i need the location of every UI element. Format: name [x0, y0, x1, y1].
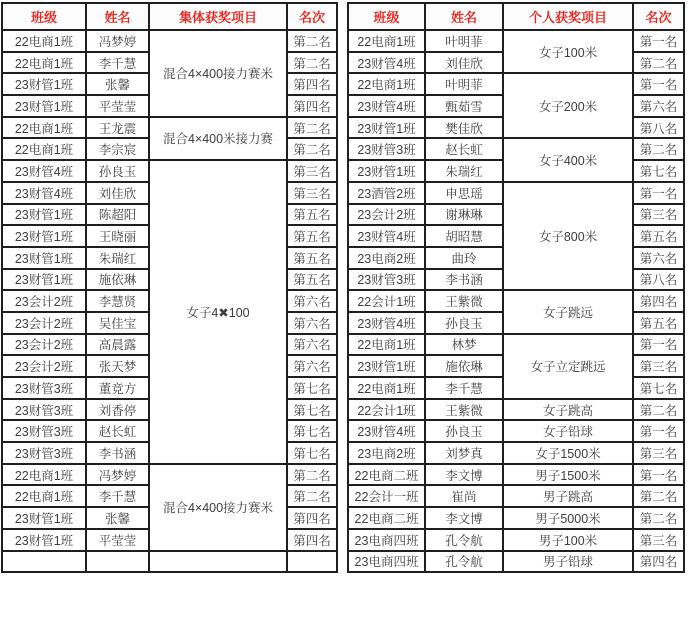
project-header: 个人获奖项目 [503, 3, 633, 30]
rank-cell: 第五名 [287, 204, 337, 226]
rank-cell: 第三名 [287, 182, 337, 204]
project-cell: 男子跳高 [503, 485, 633, 507]
rank-cell: 第二名 [633, 138, 684, 160]
rank-cell: 第七名 [633, 377, 684, 399]
class-header: 班级 [2, 3, 86, 30]
project-cell: 女子400米 [503, 138, 633, 181]
class-cell: 23电商2班 [348, 247, 425, 269]
name-cell: 叶明菲 [425, 73, 503, 95]
rank-cell: 第三名 [287, 160, 337, 182]
class-cell [2, 551, 86, 573]
table-row [348, 73, 684, 95]
project-cell: 男子5000米 [503, 507, 633, 529]
rank-cell [287, 551, 337, 573]
name-cell: 胡昭慧 [425, 225, 503, 247]
project-cell: 混合4×400接力赛米 [149, 464, 287, 551]
class-cell: 22会计一班 [348, 485, 425, 507]
rank-cell: 第二名 [633, 485, 684, 507]
name-cell: 刘梦真 [425, 442, 503, 464]
name-cell: 李千慧 [86, 52, 149, 74]
project-cell: 女子跳远 [503, 290, 633, 333]
rank-cell: 第四名 [287, 507, 337, 529]
class-cell: 22电商二班 [348, 507, 425, 529]
table-row [2, 160, 337, 182]
name-cell: 平莹莹 [86, 95, 149, 117]
class-cell: 23电商四班 [348, 529, 425, 551]
name-cell: 李慧贤 [86, 290, 149, 312]
rank-cell: 第六名 [287, 355, 337, 377]
rank-cell: 第四名 [633, 551, 684, 573]
name-cell: 孙良玉 [425, 312, 503, 334]
class-cell: 23财管4班 [348, 225, 425, 247]
individual-awards-table [347, 2, 685, 573]
collective-awards-table [1, 2, 338, 573]
table-row [348, 138, 684, 160]
name-cell: 朱瑞红 [425, 160, 503, 182]
class-cell: 23财管1班 [2, 269, 86, 291]
class-cell: 23电商2班 [348, 442, 425, 464]
name-cell: 谢琳琳 [425, 204, 503, 226]
name-cell: 李千慧 [86, 485, 149, 507]
rank-cell: 第三名 [633, 204, 684, 226]
rank-cell: 第六名 [287, 312, 337, 334]
project-cell: 女子铅球 [503, 420, 633, 442]
name-cell: 李文博 [425, 464, 503, 486]
rank-cell: 第一名 [633, 334, 684, 356]
name-cell: 施依琳 [425, 355, 503, 377]
class-cell: 23财管1班 [2, 247, 86, 269]
table-row [348, 442, 684, 464]
name-cell: 李书涵 [425, 269, 503, 291]
class-cell: 23财管4班 [2, 182, 86, 204]
table-row [348, 464, 684, 486]
name-cell: 王龙震 [86, 117, 149, 139]
rank-cell: 第二名 [287, 485, 337, 507]
name-cell: 高晨露 [86, 334, 149, 356]
class-cell: 23财管4班 [348, 420, 425, 442]
class-cell: 22电商1班 [348, 73, 425, 95]
name-cell: 刘佳欣 [425, 52, 503, 74]
project-cell: 女子1500米 [503, 442, 633, 464]
class-cell: 22电商1班 [2, 30, 86, 52]
rank-cell: 第四名 [633, 290, 684, 312]
name-cell: 张馨 [86, 73, 149, 95]
project-cell: 混合4×400米接力赛 [149, 117, 287, 160]
rank-cell: 第二名 [287, 464, 337, 486]
name-cell: 朱瑞红 [86, 247, 149, 269]
rank-header: 名次 [287, 3, 337, 30]
name-cell: 孔令航 [425, 529, 503, 551]
name-cell: 平莹莹 [86, 529, 149, 551]
name-cell: 刘佳欣 [86, 182, 149, 204]
project-cell: 男子100米 [503, 529, 633, 551]
table-row [348, 551, 684, 573]
rank-cell: 第一名 [633, 30, 684, 52]
project-header: 集体获奖项目 [149, 3, 287, 30]
name-cell: 王晓丽 [86, 225, 149, 247]
name-cell: 樊佳欣 [425, 117, 503, 139]
rank-cell: 第六名 [633, 95, 684, 117]
name-cell: 施依琳 [86, 269, 149, 291]
rank-cell: 第四名 [287, 73, 337, 95]
project-cell: 女子4✖100 [149, 160, 287, 464]
class-cell: 23酒管2班 [348, 182, 425, 204]
project-cell: 女子100米 [503, 30, 633, 73]
class-cell: 23财管1班 [348, 355, 425, 377]
class-cell: 22会计1班 [348, 290, 425, 312]
rank-cell: 第三名 [633, 355, 684, 377]
class-header: 班级 [348, 3, 425, 30]
table-row [348, 30, 684, 52]
rank-cell: 第五名 [287, 269, 337, 291]
table-row [2, 30, 337, 52]
class-cell: 23财管1班 [2, 95, 86, 117]
rank-cell: 第四名 [287, 529, 337, 551]
rank-cell: 第六名 [287, 290, 337, 312]
name-cell: 林梦 [425, 334, 503, 356]
name-header: 姓名 [425, 3, 503, 30]
rank-cell: 第八名 [633, 269, 684, 291]
name-cell: 李宗宸 [86, 138, 149, 160]
project-cell: 混合4×400接力赛米 [149, 30, 287, 117]
rank-cell: 第五名 [287, 225, 337, 247]
class-cell: 23电商四班 [348, 551, 425, 573]
name-cell: 赵长虹 [86, 420, 149, 442]
rank-cell: 第二名 [633, 507, 684, 529]
rank-cell: 第一名 [633, 182, 684, 204]
name-cell: 刘香停 [86, 399, 149, 421]
name-cell: 李文博 [425, 507, 503, 529]
project-cell: 男子铅球 [503, 551, 633, 573]
class-cell: 22电商1班 [2, 464, 86, 486]
name-cell: 吴佳宝 [86, 312, 149, 334]
name-cell: 崔尚 [425, 485, 503, 507]
class-cell: 22电商二班 [348, 464, 425, 486]
rank-cell: 第二名 [287, 52, 337, 74]
rank-cell: 第二名 [287, 30, 337, 52]
header-row [2, 3, 337, 30]
table-row [348, 182, 684, 204]
name-cell: 甄茹雪 [425, 95, 503, 117]
project-cell: 女子立定跳远 [503, 334, 633, 399]
name-cell: 王紫微 [425, 399, 503, 421]
table-row [2, 551, 337, 573]
class-cell: 23财管1班 [2, 225, 86, 247]
name-cell: 曲玲 [425, 247, 503, 269]
rank-cell: 第六名 [287, 334, 337, 356]
class-cell: 23财管4班 [2, 160, 86, 182]
table-row [348, 420, 684, 442]
class-cell: 22电商1班 [2, 138, 86, 160]
class-cell: 23财管1班 [2, 204, 86, 226]
rank-cell: 第七名 [287, 442, 337, 464]
rank-cell: 第五名 [633, 225, 684, 247]
class-cell: 23财管3班 [2, 399, 86, 421]
rank-cell: 第一名 [633, 73, 684, 95]
class-cell: 23财管4班 [348, 312, 425, 334]
class-cell: 23财管3班 [2, 442, 86, 464]
project-cell: 男子1500米 [503, 464, 633, 486]
project-cell: 女子200米 [503, 73, 633, 138]
class-cell: 23会计2班 [348, 204, 425, 226]
class-cell: 23财管4班 [348, 52, 425, 74]
rank-cell: 第八名 [633, 117, 684, 139]
name-cell: 申思瑶 [425, 182, 503, 204]
rank-cell: 第七名 [287, 420, 337, 442]
rank-cell: 第六名 [633, 247, 684, 269]
class-cell: 23财管3班 [2, 377, 86, 399]
class-cell: 23财管1班 [2, 529, 86, 551]
class-cell: 22电商1班 [2, 485, 86, 507]
class-cell: 23财管1班 [2, 507, 86, 529]
class-cell: 23财管3班 [348, 138, 425, 160]
class-cell: 23会计2班 [2, 334, 86, 356]
rank-cell: 第七名 [633, 160, 684, 182]
rank-cell: 第二名 [633, 52, 684, 74]
rank-cell: 第四名 [287, 95, 337, 117]
rank-cell: 第二名 [287, 117, 337, 139]
project-cell [149, 551, 287, 573]
rank-cell: 第三名 [633, 529, 684, 551]
rank-cell: 第一名 [633, 420, 684, 442]
class-cell: 23财管3班 [348, 269, 425, 291]
class-cell: 23会计2班 [2, 355, 86, 377]
name-cell: 李千慧 [425, 377, 503, 399]
rank-cell: 第五名 [633, 312, 684, 334]
name-header: 姓名 [86, 3, 149, 30]
table-row [2, 464, 337, 486]
rank-cell: 第七名 [287, 377, 337, 399]
class-cell: 23会计2班 [2, 290, 86, 312]
name-cell: 孔令航 [425, 551, 503, 573]
rank-cell: 第二名 [287, 138, 337, 160]
class-cell: 23财管1班 [2, 73, 86, 95]
name-cell: 叶明菲 [425, 30, 503, 52]
name-cell: 董竞方 [86, 377, 149, 399]
name-cell: 冯梦婷 [86, 30, 149, 52]
name-cell: 李书涵 [86, 442, 149, 464]
table-row [348, 507, 684, 529]
rank-header: 名次 [633, 3, 684, 30]
table-row [348, 290, 684, 312]
table-row [348, 485, 684, 507]
rank-cell: 第三名 [633, 442, 684, 464]
class-cell: 22会计1班 [348, 399, 425, 421]
rank-cell: 第二名 [633, 399, 684, 421]
class-cell: 22电商1班 [348, 30, 425, 52]
name-cell: 张馨 [86, 507, 149, 529]
name-cell: 王紫微 [425, 290, 503, 312]
project-cell: 女子800米 [503, 182, 633, 290]
name-cell [86, 551, 149, 573]
header-row [348, 3, 684, 30]
name-cell: 张天梦 [86, 355, 149, 377]
rank-cell: 第一名 [633, 464, 684, 486]
class-cell: 23财管4班 [348, 95, 425, 117]
name-cell: 陈超阳 [86, 204, 149, 226]
project-cell: 女子跳高 [503, 399, 633, 421]
class-cell: 22电商1班 [348, 334, 425, 356]
class-cell: 23会计2班 [2, 312, 86, 334]
table-row [348, 399, 684, 421]
class-cell: 23财管1班 [348, 117, 425, 139]
name-cell: 冯梦婷 [86, 464, 149, 486]
class-cell: 23财管3班 [2, 420, 86, 442]
class-cell: 22电商1班 [348, 377, 425, 399]
table-row [2, 117, 337, 139]
name-cell: 孙良玉 [86, 160, 149, 182]
name-cell: 赵长虹 [425, 138, 503, 160]
rank-cell: 第七名 [287, 399, 337, 421]
class-cell: 22电商1班 [2, 52, 86, 74]
class-cell: 22电商1班 [2, 117, 86, 139]
name-cell: 孙良玉 [425, 420, 503, 442]
table-row [348, 334, 684, 356]
table-row [348, 529, 684, 551]
class-cell: 23财管1班 [348, 160, 425, 182]
rank-cell: 第五名 [287, 247, 337, 269]
